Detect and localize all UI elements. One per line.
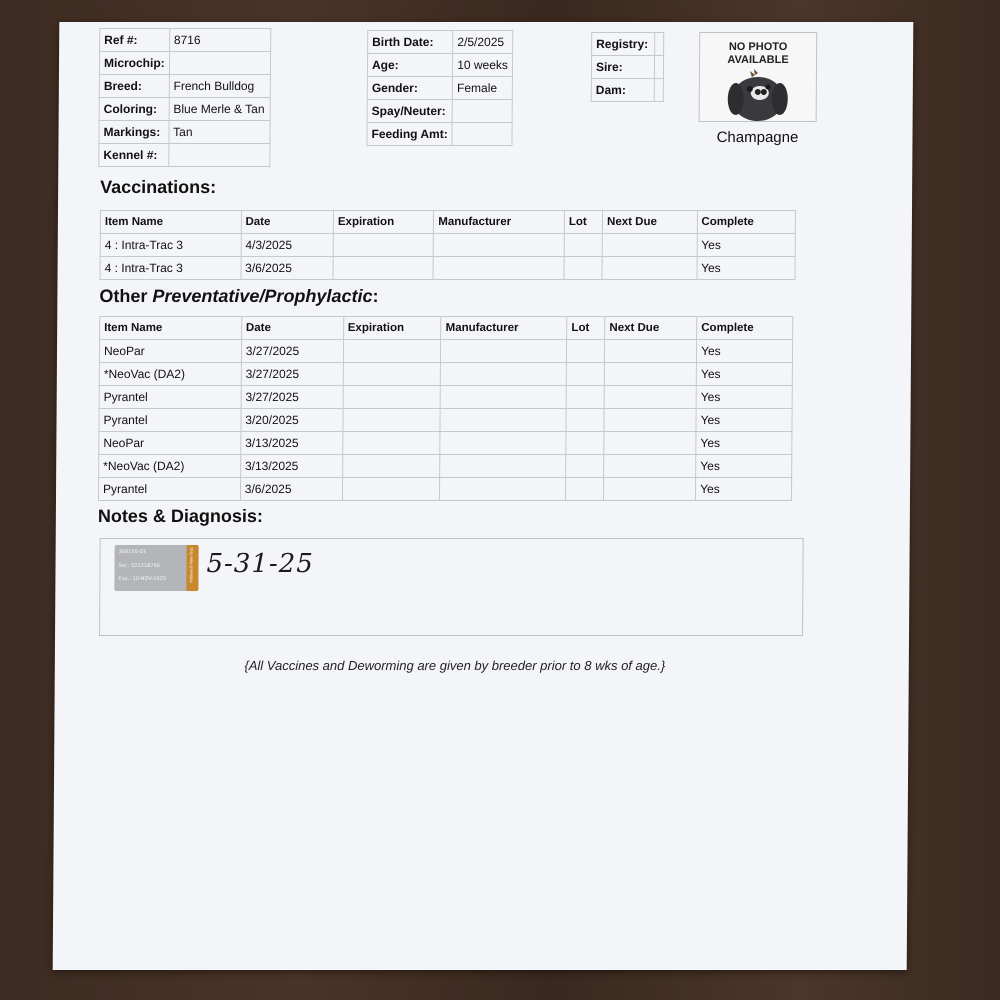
table-cell xyxy=(440,432,566,455)
table-cell: Yes xyxy=(696,478,792,501)
table-row xyxy=(99,455,792,478)
table-cell xyxy=(440,409,566,432)
table-cell xyxy=(342,478,440,501)
no-photo-text xyxy=(700,41,816,67)
table-cell: 3/13/2025 xyxy=(240,455,342,478)
profile-label: Birth Date: xyxy=(368,31,453,54)
profile-label: Registry: xyxy=(592,33,655,56)
sticker-expiry-line xyxy=(118,576,166,582)
table-cell: 3/6/2025 xyxy=(240,478,342,501)
preventative-title-plain: Other xyxy=(99,286,153,306)
preventative-table xyxy=(98,316,793,501)
profile-row xyxy=(99,75,270,98)
table-cell xyxy=(343,363,441,386)
table-cell: 3/27/2025 xyxy=(241,340,343,363)
table-cell: Yes xyxy=(696,386,792,409)
table-cell: NeoPar xyxy=(99,432,241,455)
table-row xyxy=(98,478,791,501)
profile-label: Feeding Amt: xyxy=(367,123,452,146)
table-cell xyxy=(440,455,566,478)
table-cell xyxy=(566,432,604,455)
table-cell xyxy=(566,478,604,501)
sticker-brand-text: Nobivac® Intra-Trac xyxy=(188,547,194,583)
sticker-brand-tab xyxy=(186,545,198,591)
column-header: Lot xyxy=(567,317,605,340)
health-record-sheet xyxy=(53,22,914,970)
table-cell xyxy=(566,409,604,432)
table-row xyxy=(99,409,792,432)
profile-label: Spay/Neuter: xyxy=(367,100,452,123)
table-cell xyxy=(567,363,605,386)
photo-placeholder xyxy=(699,32,818,122)
table-row xyxy=(99,340,792,363)
table-cell xyxy=(604,478,696,501)
table-cell xyxy=(604,455,696,478)
profile-value: Blue Merle & Tan xyxy=(169,98,270,121)
profile-middle-table xyxy=(366,30,513,146)
table-cell: Yes xyxy=(697,340,793,363)
profile-row xyxy=(592,33,664,56)
no-photo-line1: NO PHOTO xyxy=(728,41,788,53)
column-header: Lot xyxy=(564,211,602,234)
column-header: Next Due xyxy=(605,317,697,340)
notes-box xyxy=(99,538,804,636)
table-cell: 4 : Intra-Trac 3 xyxy=(100,234,241,257)
table-cell: Pyrantel xyxy=(98,478,240,501)
table-cell: 3/27/2025 xyxy=(241,386,343,409)
column-header: Item Name xyxy=(100,317,242,340)
sticker-expiry-label: Exp.: xyxy=(118,576,132,582)
table-cell: NeoPar xyxy=(99,340,241,363)
handwritten-date: 5-31-25 xyxy=(206,549,314,579)
table-cell xyxy=(567,340,605,363)
profile-row xyxy=(591,79,663,102)
table-cell xyxy=(564,234,602,257)
table-cell: *NeoVac (DA2) xyxy=(99,363,241,386)
column-header: Next Due xyxy=(602,211,697,234)
profile-label: Microchip: xyxy=(99,52,169,75)
table-cell xyxy=(343,340,441,363)
table-cell: Yes xyxy=(696,432,792,455)
no-photo-line2: AVAILABLE xyxy=(727,54,789,66)
dog-silhouette-icon xyxy=(724,69,792,121)
profile-value: 2/5/2025 xyxy=(453,31,513,54)
profile-row xyxy=(99,98,270,121)
table-cell xyxy=(566,455,604,478)
table-cell xyxy=(343,386,441,409)
sticker-expiry: 10-NOV-2025 xyxy=(132,576,167,582)
profile-row xyxy=(367,54,512,77)
preventative-title xyxy=(99,286,378,307)
column-header: Item Name xyxy=(100,211,241,234)
table-row xyxy=(99,386,792,409)
column-header: Expiration xyxy=(333,211,434,234)
pet-name: Champagne xyxy=(716,129,799,146)
table-cell: Yes xyxy=(696,363,792,386)
profile-row xyxy=(99,121,270,144)
profile-label: Dam: xyxy=(591,79,654,102)
profile-row xyxy=(368,31,513,54)
column-header: Complete xyxy=(697,317,793,340)
profile-label: Age: xyxy=(367,54,452,77)
profile-value xyxy=(654,56,663,79)
preventative-title-suffix: : xyxy=(372,286,379,306)
profile-label: Markings: xyxy=(99,121,169,144)
profile-label: Coloring: xyxy=(99,98,169,121)
table-row xyxy=(100,234,795,257)
table-cell xyxy=(333,234,434,257)
profile-value xyxy=(654,79,663,102)
profile-label: Sire: xyxy=(591,56,654,79)
column-header: Manufacturer xyxy=(434,211,565,234)
table-cell xyxy=(441,340,567,363)
table-cell xyxy=(342,455,440,478)
profile-label: Ref #: xyxy=(100,29,170,52)
table-cell: Pyrantel xyxy=(99,409,241,432)
table-cell xyxy=(605,363,697,386)
table-cell xyxy=(440,478,566,501)
table-cell: 4 : Intra-Trac 3 xyxy=(100,257,241,280)
profile-value: Tan xyxy=(169,121,270,144)
table-cell xyxy=(604,386,696,409)
table-cell: Yes xyxy=(696,409,792,432)
table-cell: 3/20/2025 xyxy=(241,409,343,432)
profile-value xyxy=(168,144,269,167)
profile-value: 8716 xyxy=(169,29,270,52)
table-cell xyxy=(602,234,697,257)
vaccinations-title: Vaccinations: xyxy=(100,177,217,197)
sticker-serial-label: Ser.: xyxy=(118,563,130,569)
profile-left-table xyxy=(98,28,271,167)
profile-row xyxy=(100,29,271,52)
table-cell xyxy=(342,432,440,455)
table-cell: 3/13/2025 xyxy=(241,432,343,455)
table-cell xyxy=(566,386,604,409)
sticker-code: 368150-03 xyxy=(118,549,146,555)
profile-row xyxy=(591,56,663,79)
table-cell xyxy=(441,386,567,409)
table-cell xyxy=(564,257,602,280)
vaccinations-table xyxy=(100,210,796,280)
table-cell: 4/3/2025 xyxy=(241,234,334,257)
table-cell xyxy=(333,257,434,280)
table-cell: 3/6/2025 xyxy=(241,257,334,280)
profile-row xyxy=(367,77,512,100)
profile-row xyxy=(99,52,270,75)
breeder-footnote: {All Vaccines and Deworming are given by breeder prior to 8 wks of age.} xyxy=(244,658,666,673)
column-header: Expiration xyxy=(343,317,441,340)
profile-value: 10 weeks xyxy=(453,54,513,77)
profile-right-table xyxy=(591,32,664,102)
table-cell xyxy=(604,432,696,455)
table-cell: Yes xyxy=(697,234,796,257)
profile-value xyxy=(452,100,512,123)
column-header: Complete xyxy=(697,211,796,234)
preventative-title-italic: Preventative/Prophylactic xyxy=(152,286,373,306)
profile-value xyxy=(655,33,664,56)
profile-row xyxy=(367,123,512,146)
profile-value xyxy=(452,123,512,146)
table-cell xyxy=(433,257,564,280)
profile-label: Breed: xyxy=(99,75,169,98)
table-cell: 3/27/2025 xyxy=(241,363,343,386)
column-header: Date xyxy=(241,211,334,234)
profile-row xyxy=(99,144,270,167)
table-row xyxy=(100,257,795,280)
table-cell xyxy=(441,363,567,386)
sticker-serial: 021218790 xyxy=(131,563,160,569)
table-cell xyxy=(343,409,441,432)
table-cell xyxy=(604,409,696,432)
table-cell xyxy=(605,340,697,363)
column-header: Manufacturer xyxy=(441,317,567,340)
column-header: Date xyxy=(241,317,343,340)
table-cell: *NeoVac (DA2) xyxy=(99,455,241,478)
notes-title: Notes & Diagnosis: xyxy=(97,506,263,526)
profile-row xyxy=(367,100,512,123)
profile-value xyxy=(169,52,270,75)
profile-value: French Bulldog xyxy=(169,75,270,98)
profile-value: Female xyxy=(452,77,512,100)
vaccine-lot-sticker xyxy=(114,545,198,591)
table-cell xyxy=(434,234,565,257)
table-cell: Yes xyxy=(696,455,792,478)
table-row xyxy=(99,363,792,386)
table-cell: Pyrantel xyxy=(99,386,241,409)
profile-label: Gender: xyxy=(367,77,452,100)
table-cell xyxy=(602,257,697,280)
table-cell: Yes xyxy=(697,257,796,280)
profile-label: Kennel #: xyxy=(99,144,169,167)
table-row xyxy=(99,432,792,455)
sticker-serial-line xyxy=(118,563,159,569)
